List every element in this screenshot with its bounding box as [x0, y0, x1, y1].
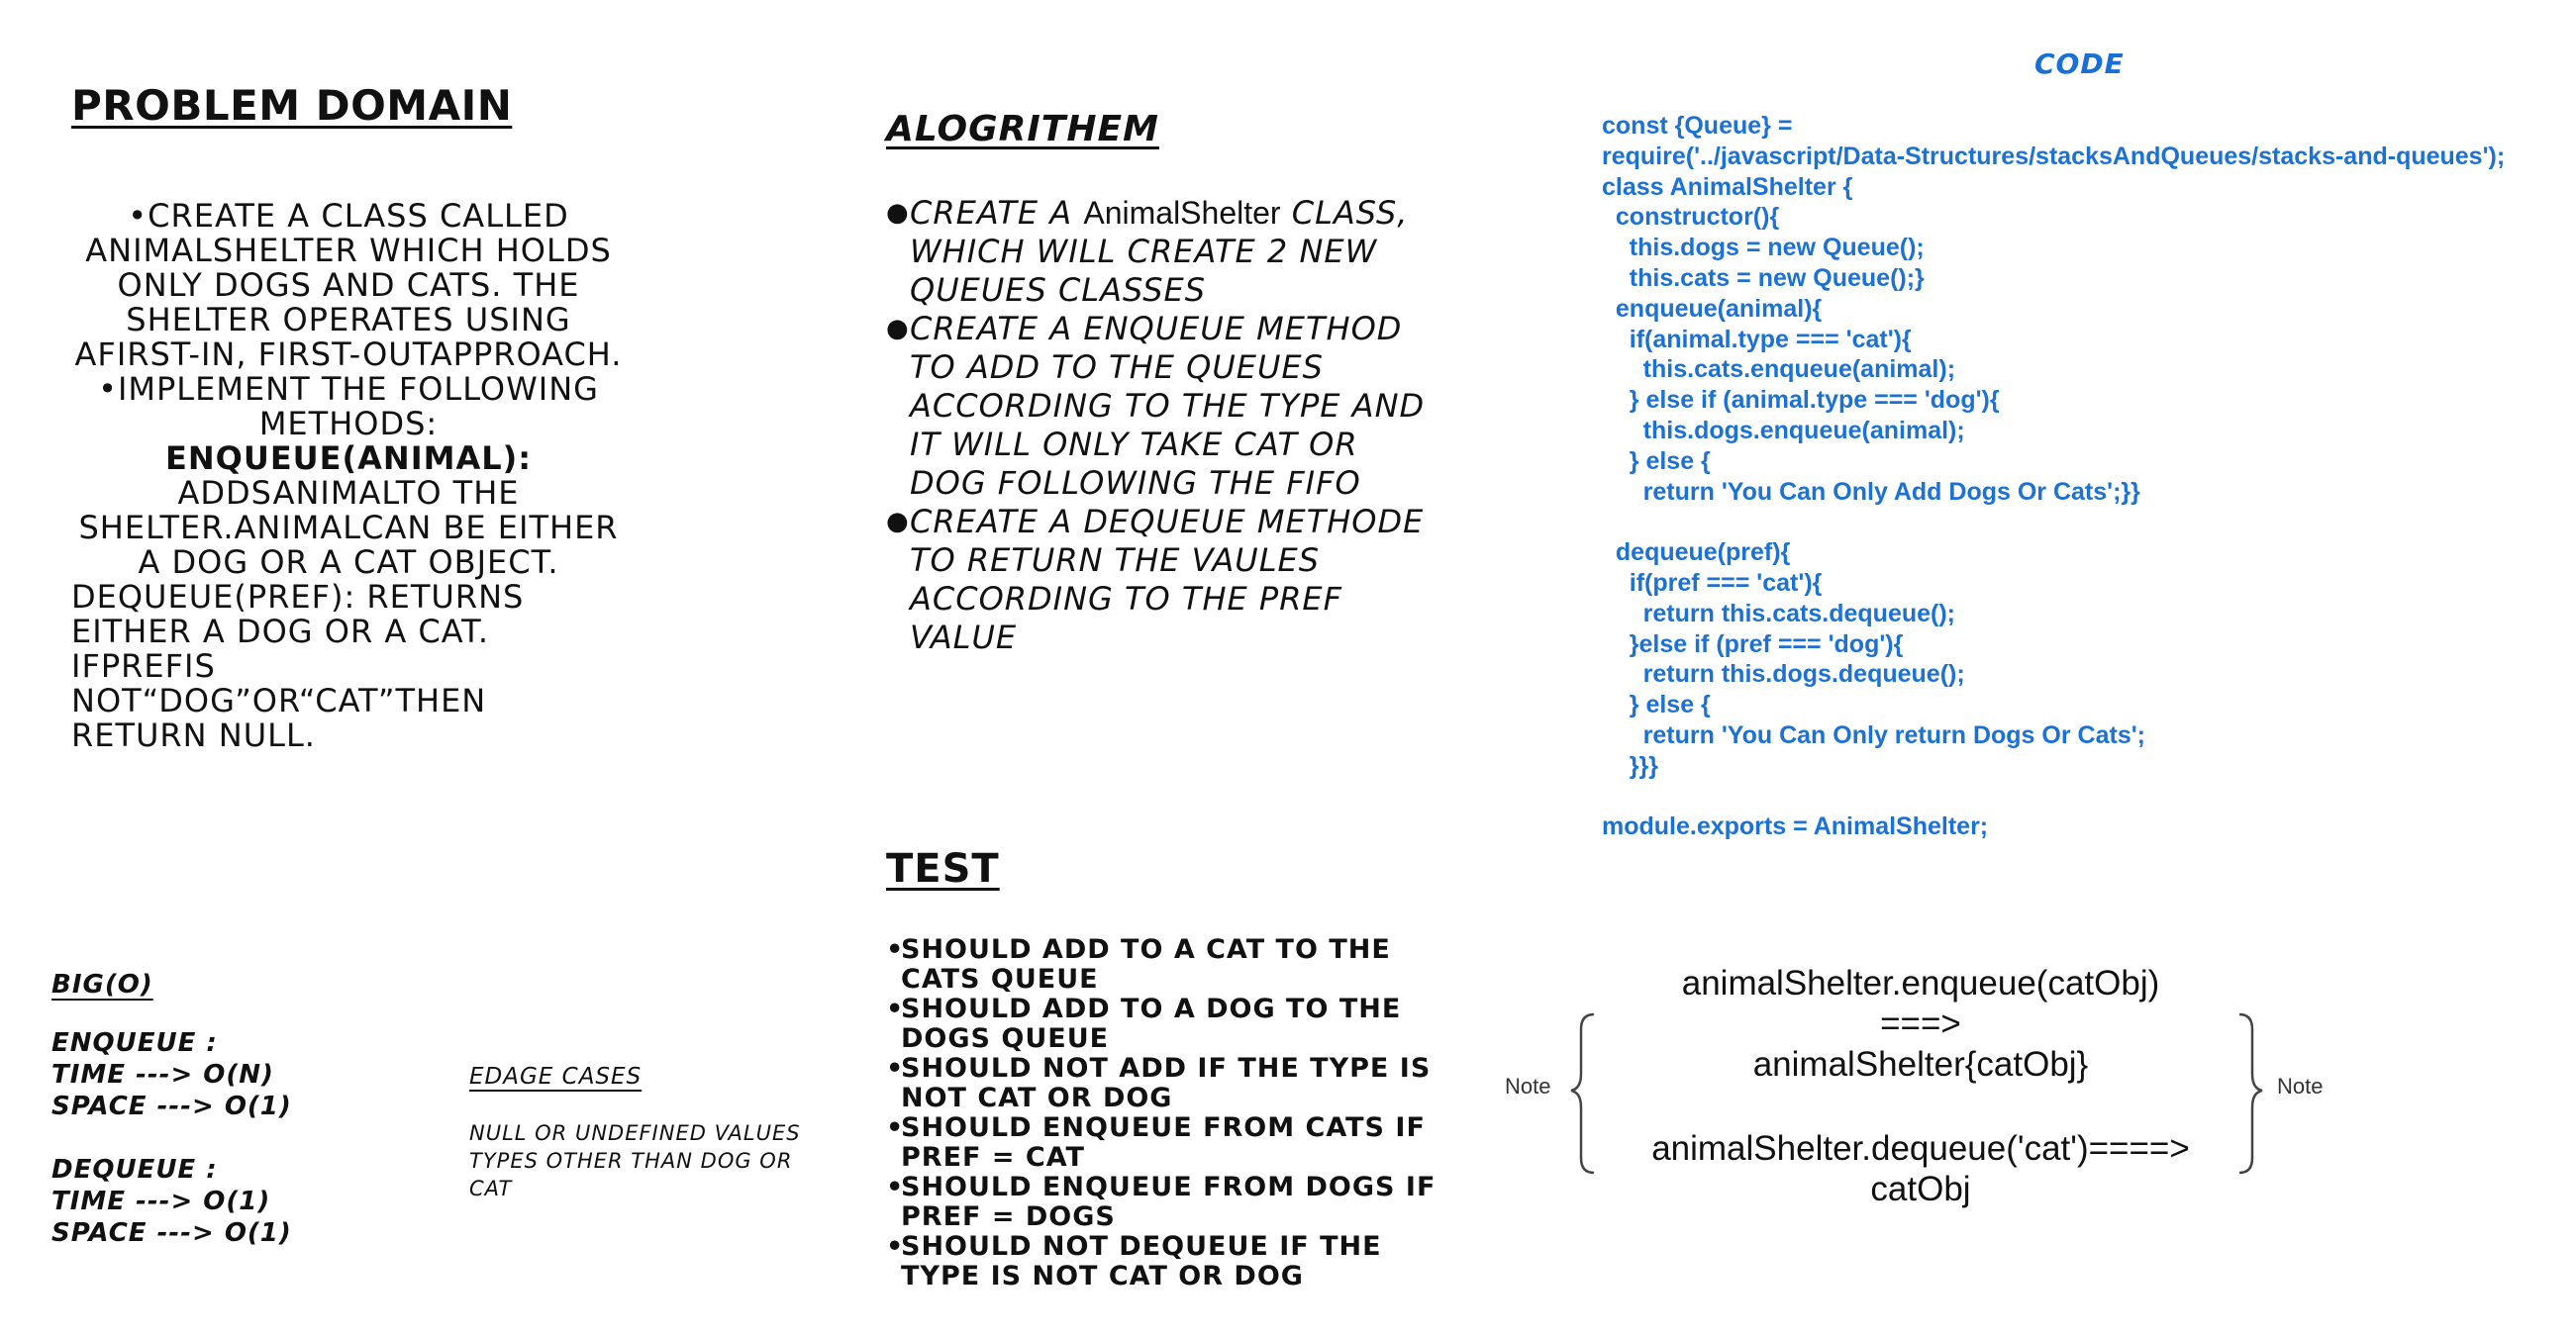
test-item: • SHOULD NOT ADD IF THE TYPE IS NOT CAT OR DOG	[886, 1054, 1460, 1113]
pd-bullet-1: •CREATE A CLASS CALLED ANIMALSHELTER WHICH HOLDS ONLY DOGS AND CATS. THE SHELTER OPERATES USING AFIRST-IN, FIRST-OUTAPPROACH.	[74, 197, 623, 373]
test-item: • SHOULD ADD TO A DOG TO THE DOGS QUEUE	[886, 995, 1460, 1054]
big-o-title: BIG(O)	[51, 970, 153, 1000]
pd-enqueue-signature: ENQUEUE(ANIMAL):	[164, 439, 533, 477]
note-arrow: ===>	[1880, 1004, 1961, 1043]
note-enqueue-result: animalShelter{catObj}	[1752, 1045, 2089, 1084]
pd-dequeue-line-2: IFPREFIS NOT“DOG”OR“CAT”THEN RETURN NULL.	[71, 647, 487, 754]
algorithm-item: ● CREATE A ENQUEUE METHOD TO ADD TO THE QUEUES ACCORDING TO THE TYPE AND IT WILL ONLY TAKE CAT OR DOG FOLLOWING THE FIFO	[886, 310, 1440, 503]
test-item: • SHOULD ADD TO A CAT TO THE CATS QUEUE	[886, 935, 1460, 995]
pd-bullet-2: •IMPLEMENT THE FOLLOWING METHODS:	[98, 370, 599, 442]
code-block: const {Queue} = require('../javascript/Data-Structures/stacksAndQueues/stacks-and-queues'); class AnimalShelter { constructor(){ this.dogs = new Queue(); this.cats = new Queue();} enqueue(animal){ if(animal.type === 'cat'){ this.cats.enqueue(animal); } else if (animal.type === 'dog'){ this.dogs.enqueue(animal); } else { return 'You Can Only Add Dogs Or Cats';}} dequeue(pref){ if(pref === 'cat'){ return this.cats.dequeue(); }else if (pref === 'dog'){ return this.dogs.dequeue(); } else { return 'You Can Only return Dogs Or Cats'; }}} module.exports = AnimalShelter;	[1602, 112, 2506, 841]
big-o-dequeue-space: SPACE ---> O(1)	[51, 1218, 292, 1248]
pd-enqueue-desc-2: SHELTER.ANIMALCAN BE EITHER A DOG OR A CAT OBJECT.	[78, 509, 619, 581]
note-left-label: Note	[1505, 1074, 1551, 1099]
test-item: • SHOULD NOT DEQUEUE IF THE TYPE IS NOT CAT OR DOG	[886, 1232, 1460, 1291]
algorithm-class-name: AnimalShelter	[1083, 195, 1281, 231]
test-title: TEST	[886, 846, 1000, 892]
note-dequeue-result: catObj	[1870, 1170, 1971, 1208]
test-item: • SHOULD ENQUEUE FROM CATS IF PREF = CAT	[886, 1113, 1460, 1173]
edge-case-line-1: NULL OR UNDEFINED VALUES	[469, 1121, 801, 1145]
edge-case-line-2: TYPES OTHER THAN DOG OR CAT	[469, 1149, 793, 1200]
code-title: CODE	[2034, 48, 2125, 80]
algorithm-item: ● CREATE A DEQUEUE METHODE TO RETURN THE VAULES ACCORDING TO THE PREF VALUE	[886, 503, 1440, 657]
big-o-dequeue-label: DEQUEUE :	[51, 1155, 218, 1185]
note-enqueue-call: animalShelter.enqueue(catObj)	[1681, 964, 2160, 1003]
big-o-enqueue-space: SPACE ---> O(1)	[51, 1092, 292, 1121]
test-item: • SHOULD ENQUEUE FROM DOGS IF PREF = DOGS	[886, 1173, 1460, 1232]
big-o-dequeue-time: TIME ---> O(1)	[51, 1187, 271, 1216]
pd-enqueue-desc-1: ADDSANIMALTO THE	[177, 474, 520, 512]
pd-dequeue-line-1: DEQUEUE(PREF): RETURNS EITHER A DOG OR A CAT.	[71, 578, 525, 650]
problem-domain-title: PROBLEM DOMAIN	[71, 81, 513, 130]
note-dequeue-call: animalShelter.dequeue('cat')====>	[1651, 1129, 2190, 1168]
algorithm-title: ALOGRITHEM	[886, 109, 1159, 149]
note-right-label: Note	[2277, 1074, 2324, 1099]
big-o-enqueue-label: ENQUEUE :	[51, 1028, 218, 1058]
big-o-enqueue-time: TIME ---> O(N)	[51, 1060, 274, 1090]
algorithm-item: ● CREATE A AnimalShelter CLASS, WHICH WILL CREATE 2 NEW QUEUES CLASSES	[886, 194, 1440, 310]
edge-cases-title: EDAGE CASES	[469, 1064, 643, 1090]
